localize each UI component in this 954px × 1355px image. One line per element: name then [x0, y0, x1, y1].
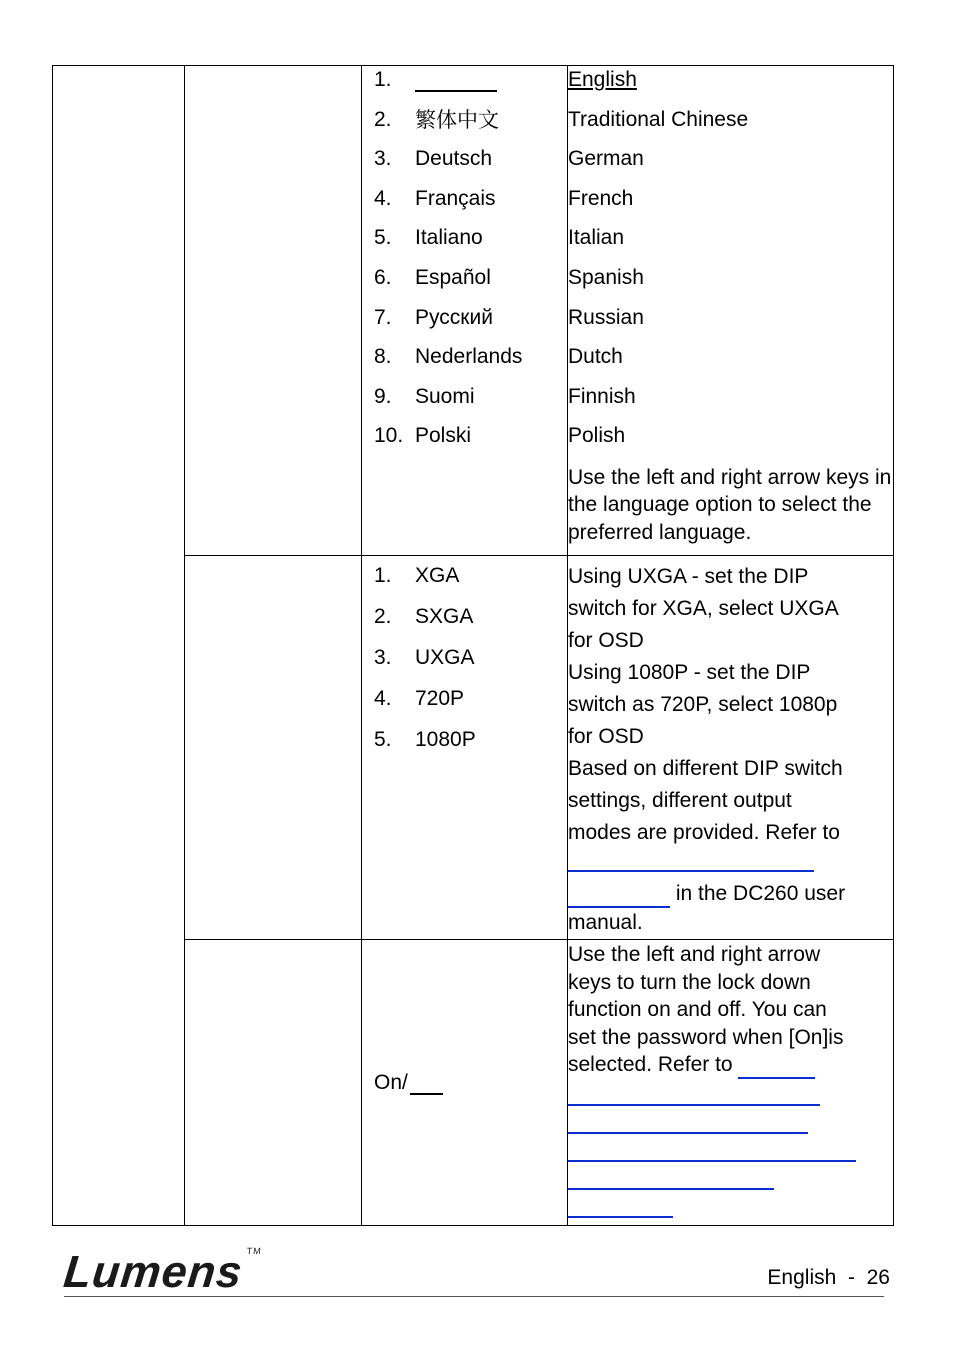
list-item: 6. Español — [374, 265, 491, 289]
translation: Finnish — [568, 384, 636, 408]
list-item: 3. UXGA — [374, 646, 475, 669]
footer-divider — [64, 1296, 884, 1297]
output-item-cell — [185, 556, 362, 940]
lock-value-cell: On/ — [362, 940, 568, 1226]
list-item: 2. SXGA — [374, 605, 474, 628]
reference-link[interactable] — [568, 869, 814, 872]
language-item-cell — [185, 66, 362, 556]
settings-table — [52, 65, 894, 1226]
translation: Dutch — [568, 345, 623, 369]
translation: French — [568, 186, 634, 210]
reference-link[interactable] — [568, 1103, 820, 1106]
list-item: 8. Nederlands — [374, 345, 523, 369]
language-options-cell — [362, 66, 568, 556]
language-note: Use the left and right arrow keys in the language option to select the preferred language. — [568, 465, 892, 544]
list-item: 4. Français — [374, 186, 496, 210]
output-options-cell — [362, 556, 568, 940]
list-item: 5. 1080P — [374, 728, 476, 751]
lumens-logo: Lumens™ — [61, 1246, 263, 1297]
translation: Italian — [568, 226, 625, 250]
translation-english: English — [568, 68, 637, 91]
list-item: 3. Deutsch — [374, 147, 493, 171]
reference-link[interactable] — [568, 1131, 808, 1134]
reference-link[interactable] — [568, 886, 670, 908]
list-item: 9. Suomi — [374, 384, 475, 408]
translation: Polish — [568, 424, 626, 448]
list-item: 5. Italiano — [374, 226, 483, 250]
reference-link[interactable] — [568, 1187, 774, 1190]
list-item: 10. Polski — [374, 424, 472, 448]
translation: Spanish — [568, 265, 644, 289]
language-row — [53, 66, 894, 556]
list-item: 4. 720P — [374, 687, 465, 710]
reference-link[interactable] — [568, 1159, 856, 1162]
translation: Traditional Chinese — [568, 107, 749, 131]
reference-link[interactable] — [738, 1059, 815, 1079]
translation: German — [568, 147, 644, 171]
page-number: English - 26 — [767, 1266, 890, 1289]
translation: Russian — [568, 305, 644, 329]
list-item: 1. XGA — [374, 564, 460, 587]
list-item: 2. 繁体中文 — [374, 107, 499, 132]
language-desc-cell — [568, 66, 894, 556]
list-item: 1. — [362, 68, 567, 108]
output-desc-cell: Using UXGA - set the DIP switch for XGA, select UXGA for OSD Using 1080P - set the DIP switch as 720P, select 1080p for OSD Based on different DIP switch settings, different output modes are provided. Refer to in the DC260 user manual. — [568, 556, 894, 940]
lock-item-cell — [185, 940, 362, 1226]
list-item: 7. Русский — [374, 305, 493, 329]
blank-line — [415, 68, 497, 92]
category-cell — [53, 66, 185, 1226]
lock-desc-cell: Use the left and right arrow keys to turn the lock down function on and off. You can set the password when [On]is selected. Refer to — [568, 940, 894, 1226]
blank-line — [410, 1071, 443, 1095]
reference-link[interactable] — [568, 1215, 673, 1218]
